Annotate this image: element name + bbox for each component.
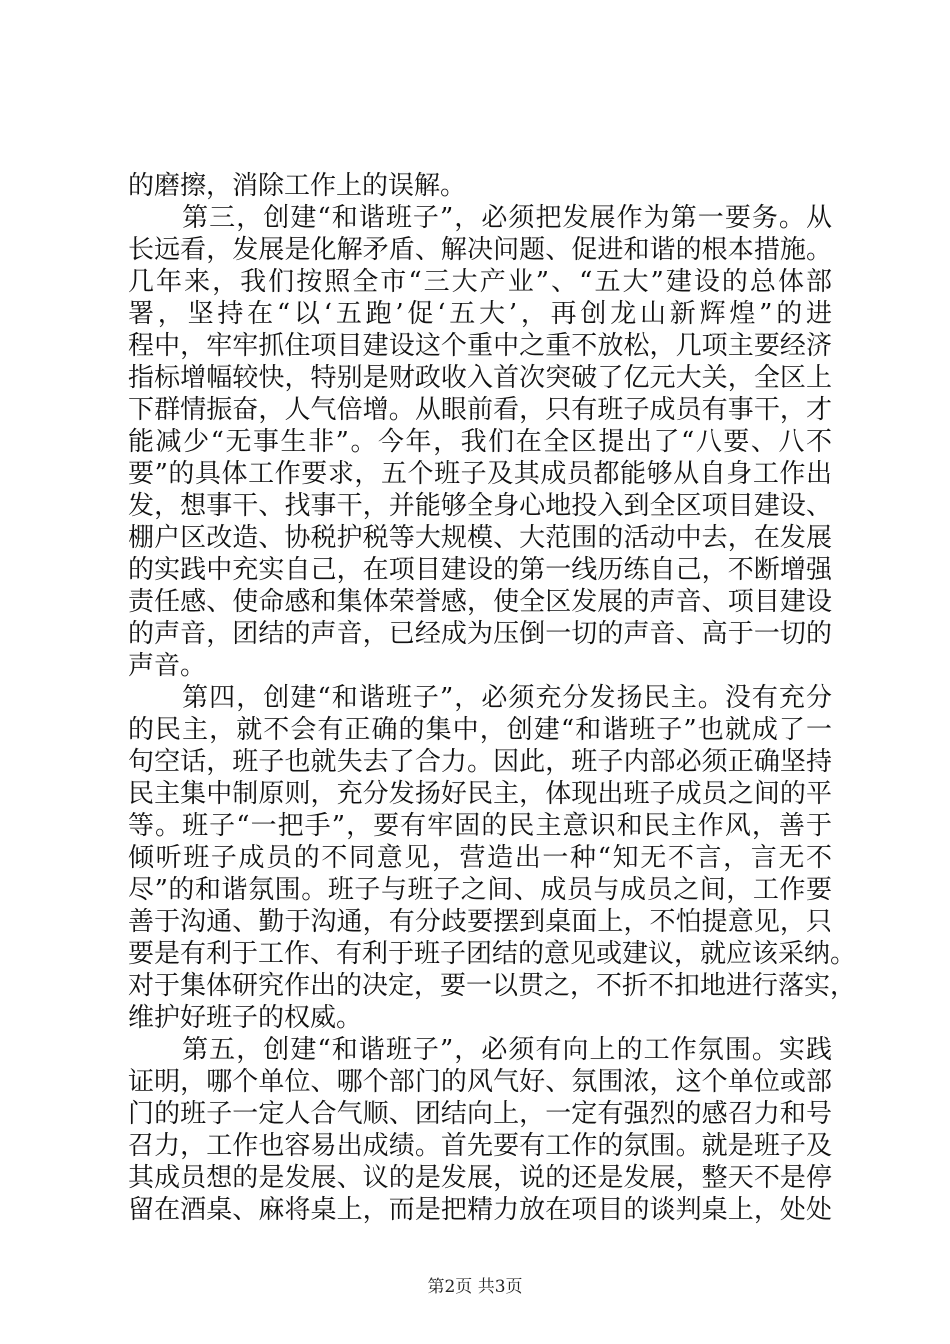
text-line: 指标增幅较快，特别是财政收入首次突破了亿元大关，全区上 [128,363,832,393]
text-line: 要是有利于工作、有利于班子团结的意见或建议，就应该采纳。 [128,939,857,969]
text-line: 责任感、使命感和集体荣誉感，使全区发展的声音、项目建设 [128,587,832,617]
text-line: 几年来，我们按照全市“三大产业”、“五大”建设的总体部 [128,267,832,297]
text-line: 留在酒桌、麻将桌上，而是把精力放在项目的谈判桌上，处处 [128,1195,832,1225]
text-line: 的磨擦，消除工作上的误解。 [128,171,467,201]
text-line: 的民主，就不会有正确的集中，创建“和谐班子”也就成了一 [128,715,832,745]
text-line: 程中，牢牢抓住项目建设这个重中之重不放松，几项主要经济 [128,331,832,361]
text-line: 善于沟通、勤于沟通，有分歧要摆到桌面上，不怕提意见，只 [128,907,832,937]
text-line: 句空话，班子也就失去了合力。因此，班子内部必须正确坚持 [128,747,832,777]
text-line: 能减少“无事生非”。今年，我们在全区提出了“八要、八不 [128,427,832,457]
text-line: 等。班子“一把手”，要有牢固的民主意识和民主作风，善于 [128,811,832,841]
text-line: 维护好班子的权威。 [128,1003,363,1033]
text-line: 声音。 [128,651,207,681]
text-line: 长远看，发展是化解矛盾、解决问题、促进和谐的根本措施。 [128,235,832,265]
text-line: 召力，工作也容易出成绩。首先要有工作的氛围。就是班子及 [128,1131,832,1161]
text-line: 对于集体研究作出的决定，要一以贯之，不折不扣地进行落实， [128,971,857,1001]
text-line: 第四，创建“和谐班子”，必须充分发扬民主。没有充分 [128,683,832,713]
document-body [128,170,857,1226]
text-line: 署，坚持在“以‘五跑’促‘五大’，再创龙山新辉煌”的进 [128,299,832,329]
text-line: 的实践中充实自己，在项目建设的第一线历练自己，不断增强 [128,555,832,585]
text-line: 民主集中制原则，充分发扬好民主，体现出班子成员之间的平 [128,779,832,809]
text-line: 倾听班子成员的不同意见，营造出一种“知无不言，言无不 [128,843,832,873]
page-number: 第2页 共3页 [427,1277,523,1297]
text-line: 的声音，团结的声音，已经成为压倒一切的声音、高于一切的 [128,619,832,649]
text-line: 发，想事干、找事干，并能够全身心地投入到全区项目建设、 [128,491,832,521]
text-line: 要”的具体工作要求，五个班子及其成员都能够从自身工作出 [128,459,832,489]
text-line: 证明，哪个单位、哪个部门的风气好、氛围浓，这个单位或部 [128,1067,832,1097]
text-line: 门的班子一定人合气顺、团结向上，一定有强烈的感召力和号 [128,1099,832,1129]
text-line: 其成员想的是发展、议的是发展，说的还是发展，整天不是停 [128,1163,832,1193]
text-line: 第三，创建“和谐班子”，必须把发展作为第一要务。从 [128,203,832,233]
text-line: 下群情振奋，人气倍增。从眼前看，只有班子成员有事干，才 [128,395,832,425]
text-line: 尽”的和谐氛围。班子与班子之间、成员与成员之间，工作要 [128,875,832,905]
text-line: 第五，创建“和谐班子”，必须有向上的工作氛围。实践 [128,1035,832,1065]
text-line: 棚户区改造、协税护税等大规模、大范围的活动中去，在发展 [128,523,832,553]
